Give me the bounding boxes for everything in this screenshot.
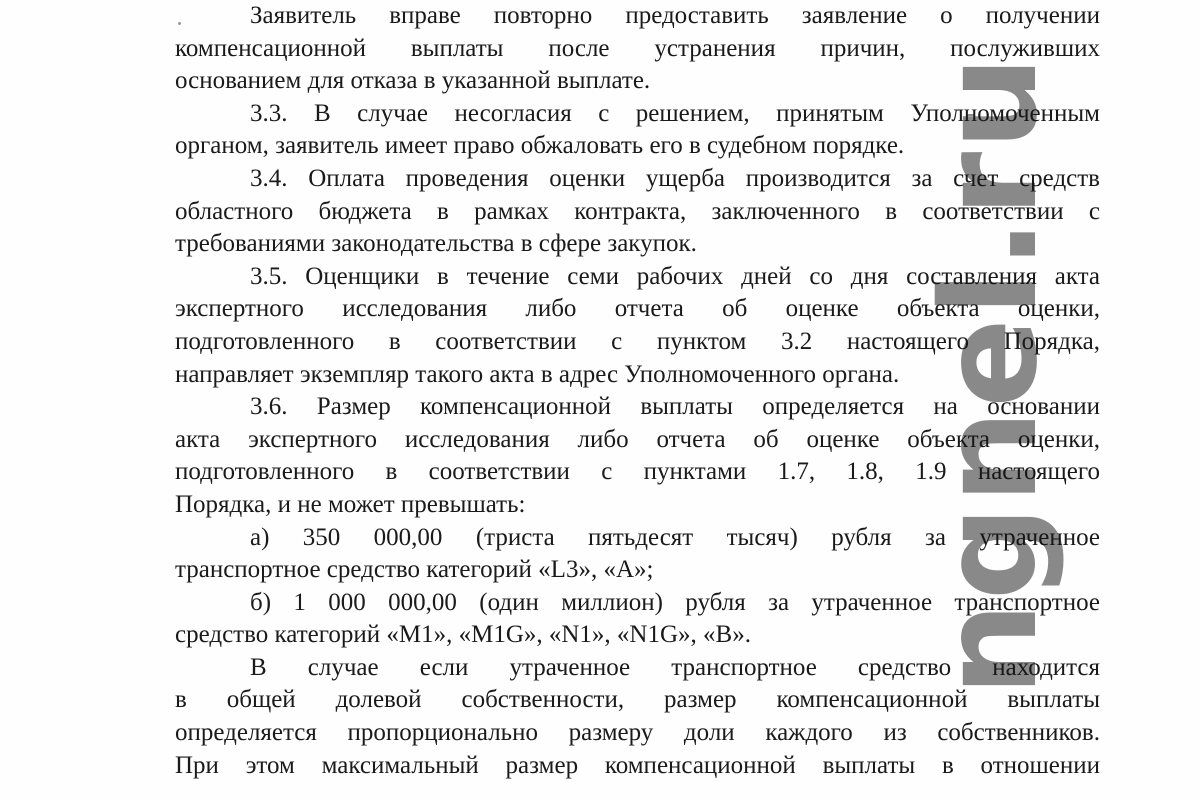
- document-line: При этом максимальный размер компенсационной выплаты в отношении: [175, 751, 1100, 779]
- document-line: 3.6. Размер компенсационной выплаты определяется на основании: [250, 393, 1100, 421]
- document-line: основанием для отказа в указанной выплате.: [175, 67, 651, 95]
- document-line: Заявитель вправе повторно предоставить заявление о получении: [250, 2, 1100, 29]
- document-line: органом, заявитель имеет право обжаловать его в судебном порядке.: [175, 132, 905, 160]
- document-line: определяется пропорционально размеру доли каждого из собственников.: [175, 719, 1100, 747]
- document-line: в общей долевой собственности, размер компенсационной выплаты: [175, 686, 1100, 714]
- document-line: а) 350 000,00 (триста пятьдесят тысяч) рубля за утраченное: [250, 523, 1100, 551]
- document-line: экспертного исследования либо отчета об оценке объекта оценки,: [175, 295, 1100, 323]
- document-line: 3.5. Оценщики в течение семи рабочих дней со дня составления акта: [250, 262, 1100, 290]
- watermark-text: ngnel.ru: [913, 53, 1067, 697]
- document-line: акта экспертного исследования либо отчета об оценке объекта оценки,: [175, 425, 1100, 453]
- document-line: транспортное средство категорий «L3», «А»;: [175, 556, 654, 584]
- document-line: 3.3. В случае несогласия с решением, принятым Уполномоченным: [250, 99, 1100, 127]
- document-line: подготовленного в соответствии с пунктом 3.2 настоящего Порядка,: [175, 327, 1100, 355]
- document-line: средство категорий «M1», «M1G», «N1», «N1G», «В».: [175, 621, 751, 649]
- document-line: б) 1 000 000,00 (один миллион) рубля за утраченное транспортное: [250, 588, 1100, 616]
- document-line: Порядка, и не может превышать:: [175, 490, 526, 518]
- watermark: [913, 53, 1067, 697]
- document-line: 3.4. Оплата проведения оценки ущерба производится за счет средств: [250, 164, 1100, 192]
- document-line: требованиями законодательства в сфере закупок.: [175, 230, 697, 258]
- document-line: компенсационной выплаты после устранения причин, послуживших: [175, 34, 1100, 62]
- document-line: подготовленного в соответствии с пунктами 1.7, 1.8, 1.9 настоящего: [175, 458, 1100, 486]
- document-line: областного бюджета в рамках контракта, заключенного в соответствии с: [175, 197, 1100, 225]
- document-line: направляет экземпляр такого акта в адрес Уполномоченного органа.: [175, 360, 900, 388]
- document-line: В случае если утраченное транспортное средство находится: [250, 653, 1100, 681]
